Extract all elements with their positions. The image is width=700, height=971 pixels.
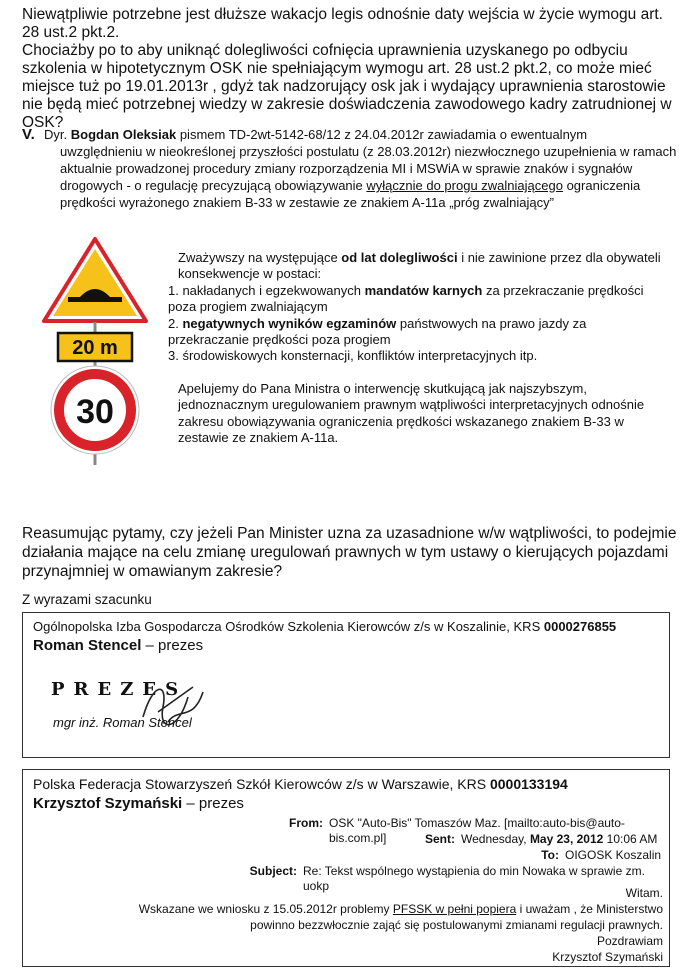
- quoted-email: [23, 816, 663, 966]
- appeal-paragraph: Apelujemy do Pana Ministra o interwencję skutkującą jak najszybszym, jednoznacznym uregulowaniem prawnym wątpliwości interpretacyjnych odnośnie zakresu obowiązywania ograniczenia prędkości wskazanego znakiem B-33 w zestawie ze znakiem A-11a.: [178, 380, 645, 446]
- summary-question: Reasumując pytamy, czy jeżeli Pan Minister uzna za uzasadnione w/w wątpliwości, to podejmie działania mające na celu zmianę uregulowań prawnych w tym ustawy o kierujących pojazdami przynajmniej w omawianym zakresie?: [22, 525, 677, 580]
- email-to-row: [23, 848, 663, 864]
- email-to-value: OIGOSK Koszalin: [565, 848, 662, 862]
- section-v: [22, 126, 682, 211]
- signer-role-pfssk: – prezes: [182, 795, 244, 812]
- item1-b: za przekraczanie prędkości poza progiem zwalniającym: [168, 282, 644, 315]
- section-v-text-c: ograniczenia prędkości wyrażonego znakiem B-33 w zestawie ze znakiem A-11a „próg zwalniający”: [60, 178, 641, 210]
- consequence-item-1: [168, 283, 668, 316]
- regards-line: Z wyrazami szacunku: [22, 592, 152, 607]
- section-number: V.: [22, 126, 35, 143]
- section-v-underlined: wyłącznie do progu zwalniającego: [366, 178, 563, 193]
- section-v-text-a: pismem TD-2wt-5142-68/12 z 24.04.2012r zawiadamia o ewentualnym: [176, 127, 588, 142]
- email-sent-row: [23, 832, 663, 848]
- signer-line-pfssk: [33, 795, 244, 812]
- stamp-name: mgr inż. Roman Stencel: [53, 715, 192, 730]
- email-greeting-row: [23, 886, 663, 902]
- org-name-pfssk: Polska Federacja Stowarzyszeń Szkół Kierowców z/s w Warszawie, KRS: [33, 776, 490, 792]
- krs-pfssk: 0000133194: [489, 776, 568, 792]
- email-sent-label: Sent:: [425, 832, 455, 846]
- email-subject-label: Subject:: [249, 864, 297, 878]
- consequence-item-2: [168, 316, 668, 349]
- consequences-intro: [168, 250, 668, 283]
- email-sent-a: Wednesday,: [461, 832, 530, 846]
- consequences-intro-bold: od lat dolegliwości: [341, 250, 458, 265]
- signer-role-oigosk: – prezes: [141, 637, 204, 654]
- org-line-pfssk: [33, 776, 568, 792]
- speed-bump-warning-sign: [44, 239, 146, 321]
- email-sent-date: May 23, 2012: [529, 832, 604, 846]
- email-sent-b: 10:06 AM: [603, 832, 658, 846]
- email-closing: Pozdrawiam: [596, 934, 663, 948]
- intro-paragraph: [22, 6, 682, 132]
- consequences-intro-a: Zważywszy na występujące: [178, 250, 342, 265]
- signer-line-oigosk: [33, 637, 203, 654]
- email-body-line2: powinno bezzwłocznie zająć się postulowanymi zmianami regulacji prawnych.: [250, 918, 663, 932]
- distance-plate-text: 20 m: [72, 337, 118, 359]
- email-body-row-2: [23, 918, 663, 934]
- email-to-label: To:: [541, 848, 559, 862]
- org-line-oigosk: [33, 619, 616, 634]
- signer-name-oigosk: Roman Stencel: [33, 637, 142, 654]
- consequences-block: [168, 250, 668, 446]
- signer-name-pfssk: Krzysztof Szymański: [33, 795, 183, 812]
- signature-box-pfssk: [22, 769, 670, 967]
- item1-a: 1. nakładanych i egzekwowanych: [168, 282, 365, 298]
- email-body-a: Wskazane we wniosku z 15.05.2012r problemy: [138, 902, 393, 916]
- intro-line-1: Niewątpliwie potrzebne jest dłuższe wakacjo legis odnośnie daty wejścia w życie wymogu art. 28 ust.2 pkt.2.: [22, 6, 663, 41]
- email-from-label: From:: [289, 816, 323, 830]
- item2-a: 2.: [168, 315, 183, 331]
- speed-limit-text: 30: [76, 393, 114, 431]
- email-greeting: Witam.: [625, 886, 663, 900]
- email-body-underlined: PFSSK w pełni popiera: [392, 902, 517, 916]
- email-closing-row: [23, 934, 663, 950]
- email-body-row-1: [23, 902, 663, 918]
- email-subject-value: Re: Tekst wspólnego wystąpienia do min Nowaka w sprawie zm. uokp: [303, 864, 645, 893]
- section-v-text-b: uwzględnieniu w nieokreślonej przyszłości postulatu (z 28.03.2012r) niezwłocznego uzupełnienia w ramach aktualnie prowadzonej procedury zmiany rozporządzenia MI i MSWiA w sprawie znaków i sygnałów drogowych - o regulację precyzującą obowiązywanie: [60, 144, 677, 193]
- item2-bold: negatywnych wyników egzaminów: [182, 315, 397, 331]
- item2-b: państwowych na prawo jazdy za przekraczanie prędkości poza progiem: [168, 315, 587, 348]
- item1-bold: mandatów karnych: [364, 282, 483, 298]
- email-from-value: OSK "Auto-Bis" Tomaszów Maz. [mailto:auto-bis@auto-bis.com.pl]: [329, 816, 625, 845]
- email-signature-row: [23, 950, 663, 966]
- org-name-oigosk: Ogólnopolska Izba Gospodarcza Ośrodków Szkolenia Kierowców z/s w Koszalinie, KRS: [33, 619, 544, 634]
- consequence-item-3: 3. środowiskowych konsternacji, konfliktów interpretacyjnych itp.: [168, 348, 538, 364]
- email-body-b: i uważam , że Ministerstwo: [516, 902, 663, 916]
- krs-oigosk: 0000276855: [543, 619, 617, 634]
- distance-plate: [58, 333, 132, 361]
- intro-line-2: Chociażby po to aby uniknąć dolegliwości cofnięcia uprawnienia uzyskanego po odbyciu szkolenia w hipotetycznym OSK nie spełniającym wymogu art. 28 ust.2 pkt.2, co może mieć miejsce tuż po 19.01.2013r , gdyż tak nadzorujący osk jak i wydający uprawnienia starostowie nie będą mieć potrzebnej wiedzy w zakresie doświadczenia zawodowego kadry zatrudnionej w OSK?: [22, 42, 672, 131]
- speed-limit-sign: [51, 366, 139, 454]
- signature-box-oigosk: [22, 612, 670, 758]
- section-v-name: Bogdan Oleksiak: [70, 127, 177, 142]
- road-signs-image: [40, 235, 150, 465]
- section-v-continuation: [44, 143, 682, 211]
- section-v-prefix: Dyr.: [44, 127, 71, 142]
- consequences-intro-b: i nie zawinione przez dla obywateli konsekwencje w postaci:: [178, 250, 661, 282]
- stamp-text: PREZES: [51, 679, 188, 700]
- section-v-body: [44, 126, 682, 211]
- email-signature: Krzysztof Szymański: [552, 950, 663, 964]
- handwritten-signature: [133, 677, 213, 737]
